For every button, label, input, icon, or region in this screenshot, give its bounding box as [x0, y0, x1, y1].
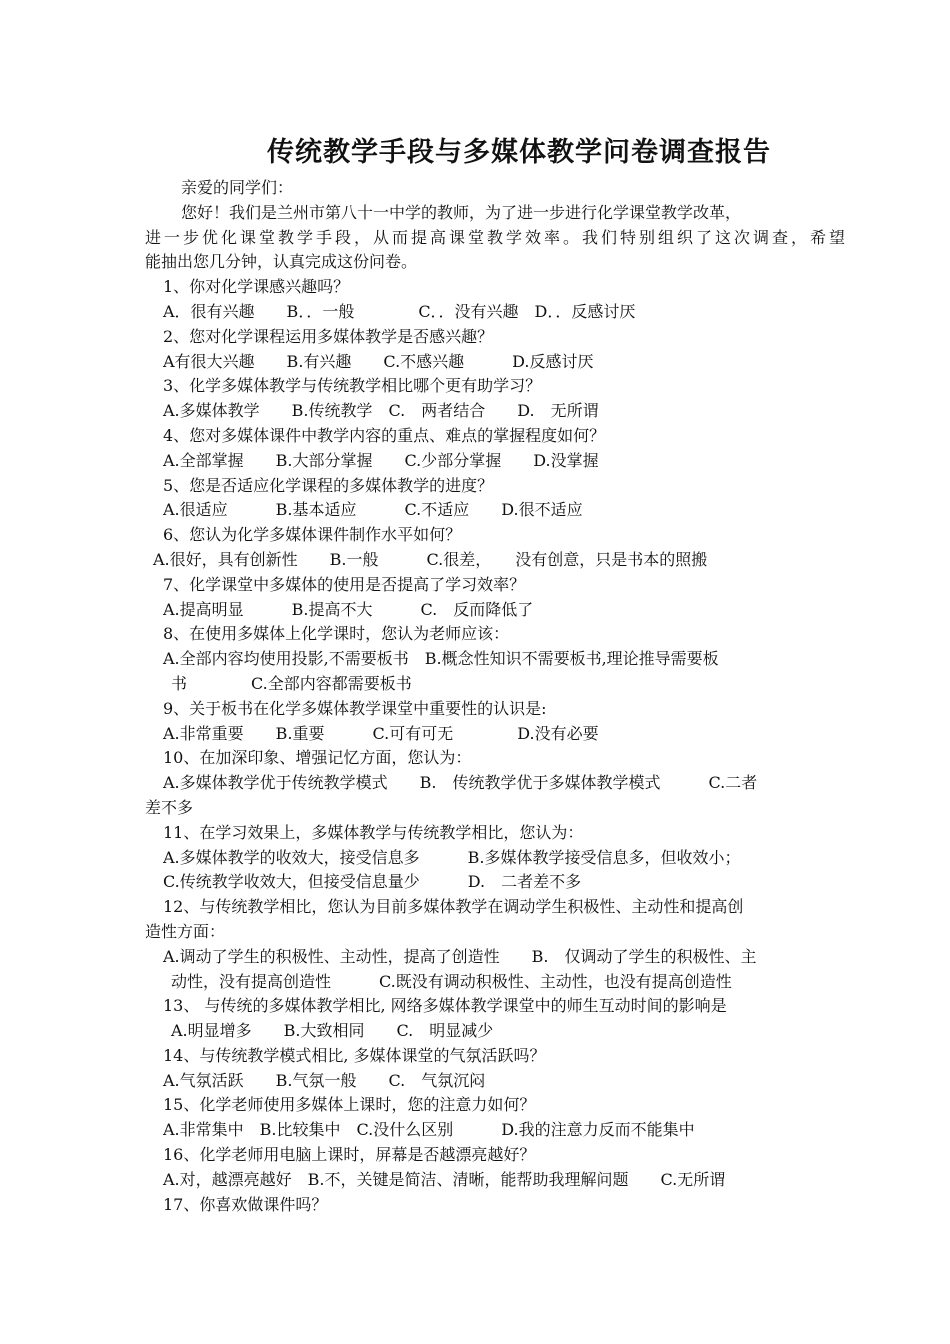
options-9: A.非常重要 B.重要 C.可有可无 D.没有必要 — [163, 723, 599, 743]
question-2: 2、您对化学课程运用多媒体教学是否感兴趣？ — [163, 326, 494, 346]
options-11: A.多媒体教学的收效大，接受信息多 B.多媒体教学接受信息多，但收效小； — [163, 847, 741, 867]
options-8: A.全部内容均使用投影,不需要板书 B.概念性知识不需要板书,理论推导需要板 — [163, 649, 719, 669]
question-12: 12、与传统教学相比，您认为目前多媒体教学在调动学生积极性、主动性和提高创 — [163, 897, 744, 917]
question-1: 1、你对化学课感兴趣吗？ — [163, 277, 350, 297]
options-12-cont: 动性，没有提高创造性 C.既没有调动积极性、主动性，也没有提高创造性 — [171, 971, 732, 991]
options-15: A.非常集中 B.比较集中 C.没什么区别 D.我的注意力反而不能集中 — [163, 1120, 695, 1140]
options-6: A.很好，具有创新性 B.一般 C.很差， 没有创意，只是书本的照搬 — [153, 549, 708, 569]
options-11-cont: C.传统教学收效大，但接受信息量少 D. 二者差不多 — [163, 872, 582, 892]
options-10: A.多媒体教学优于传统教学模式 B. 传统教学优于多媒体教学模式 C.二者 — [163, 773, 758, 793]
options-1: A．很有兴趣 B．．一般 C．．没有兴趣 D．．反感讨厌 — [163, 301, 636, 321]
question-5: 5、您是否适应化学课程的多媒体教学的进度？ — [163, 475, 494, 495]
options-4: A.全部掌握 B.大部分掌握 C.少部分掌握 D.没掌握 — [163, 450, 599, 470]
options-13: A.明显增多 B.大致相同 C. 明显减少 — [171, 1021, 494, 1041]
options-8-cont: 书 C.全部内容都需要板书 — [171, 673, 412, 693]
question-13: 13、 与传统的多媒体教学相比, 网络多媒体教学课堂中的师生互动时间的影响是 — [163, 996, 727, 1016]
options-16: A.对，越漂亮越好 B.不，关键是简洁、清晰，能帮助我理解问题 C.无所谓 — [163, 1169, 726, 1189]
question-15: 15、化学老师使用多媒体上课时，您的注意力如何？ — [163, 1095, 536, 1115]
options-12: A.调动了学生的积极性、主动性，提高了创造性 B. 仅调动了学生的积极性、主 — [163, 946, 757, 966]
greeting: 亲爱的同学们： — [181, 178, 294, 197]
options-3: A.多媒体教学 B.传统教学 C. 两者结合 D. 无所谓 — [163, 401, 599, 421]
options-10-cont: 差不多 — [145, 797, 194, 817]
question-8: 8、在使用多媒体上化学课时，您认为老师应该： — [163, 624, 510, 644]
page-title: 传统教学手段与多媒体教学问卷调查报告 — [267, 137, 771, 168]
intro-line: 进一步优化课堂教学手段，从而提高课堂教学效率。我们特别组织了这次调查，希望 — [145, 227, 845, 247]
question-10: 10、在加深印象、增强记忆方面，您认为： — [163, 748, 472, 768]
question-17: 17、你喜欢做课件吗？ — [163, 1194, 328, 1214]
options-14: A.气氛活跃 B.气氛一般 C. 气氛沉闷 — [163, 1070, 486, 1090]
intro-line: 能抽出您几分钟，认真完成这份问卷。 — [145, 252, 418, 272]
question-6: 6、您认为化学多媒体课件制作水平如何？ — [163, 525, 462, 545]
options-5: A.很适应 B.基本适应 C.不适应 D.很不适应 — [163, 500, 583, 520]
options-7: A.提高明显 B.提高不大 C. 反而降低了 — [163, 599, 534, 619]
intro-line: 您好！我们是兰州市第八十一中学的教师，为了进一步进行化学课堂教学改革， — [181, 202, 742, 222]
question-4: 4、您对多媒体课件中教学内容的重点、难点的掌握程度如何？ — [163, 425, 606, 445]
question-7: 7、化学课堂中多媒体的使用是否提高了学习效率？ — [163, 574, 526, 594]
question-14: 14、与传统教学模式相比, 多媒体课堂的气氛活跃吗？ — [163, 1045, 546, 1065]
question-3: 3、化学多媒体教学与传统教学相比哪个更有助学习？ — [163, 376, 542, 396]
question-12-cont: 造性方面： — [145, 921, 226, 941]
question-11: 11、在学习效果上，多媒体教学与传统教学相比，您认为： — [163, 822, 584, 842]
question-9: 9、关于板书在化学多媒体教学课堂中重要性的认识是: — [163, 698, 547, 718]
document-body — [145, 176, 845, 1217]
options-2: A有很大兴趣 B.有兴趣 C.不感兴趣 D.反感讨厌 — [163, 351, 594, 371]
question-16: 16、化学老师用电脑上课时，屏幕是否越漂亮越好？ — [163, 1145, 536, 1165]
